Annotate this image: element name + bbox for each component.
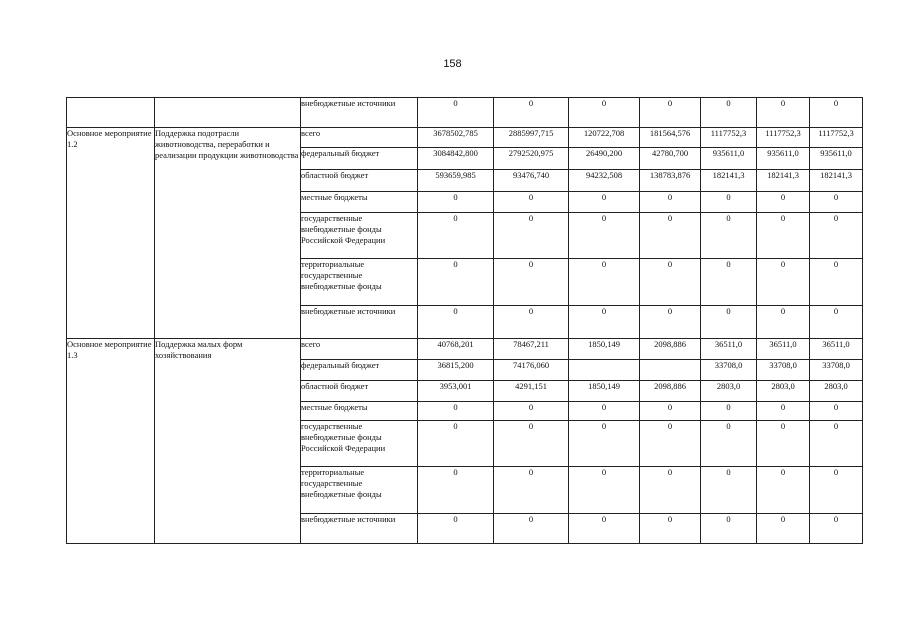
table-row <box>67 339 863 360</box>
source-cell: всего <box>301 339 418 360</box>
value-cell: 0 <box>640 514 701 544</box>
page-number: 158 <box>443 58 462 70</box>
value-cell: 0 <box>569 213 640 259</box>
value-cell: 0 <box>810 306 863 339</box>
value-cell: 0 <box>640 467 701 514</box>
value-cell: 0 <box>810 213 863 259</box>
value-cell: 0 <box>757 98 810 128</box>
value-cell: 0 <box>640 98 701 128</box>
name-cell: Поддержка малых форм хозяйствования <box>155 339 301 544</box>
value-cell: 0 <box>640 259 701 306</box>
value-cell: 0 <box>640 192 701 213</box>
value-cell: 0 <box>494 259 569 306</box>
value-cell: 0 <box>701 192 757 213</box>
value-cell: 0 <box>757 402 810 421</box>
value-cell: 2803,0 <box>810 381 863 402</box>
value-cell: 33708,0 <box>701 360 757 381</box>
value-cell: 0 <box>701 467 757 514</box>
value-cell: 0 <box>757 192 810 213</box>
value-cell: 0 <box>494 98 569 128</box>
value-cell: 0 <box>569 306 640 339</box>
value-cell: 0 <box>810 192 863 213</box>
value-cell: 0 <box>418 213 494 259</box>
value-cell: 0 <box>757 421 810 467</box>
value-cell: 0 <box>418 192 494 213</box>
source-cell: всего <box>301 128 418 148</box>
value-cell: 0 <box>418 421 494 467</box>
value-cell: 0 <box>494 421 569 467</box>
value-cell: 1117752,3 <box>757 128 810 148</box>
value-cell: 0 <box>701 259 757 306</box>
value-cell: 935611,0 <box>757 148 810 170</box>
source-cell: областной бюджет <box>301 170 418 192</box>
value-cell: 36511,0 <box>701 339 757 360</box>
value-cell: 0 <box>569 421 640 467</box>
value-cell: 0 <box>640 421 701 467</box>
value-cell: 36511,0 <box>757 339 810 360</box>
value-cell: 0 <box>569 259 640 306</box>
value-cell: 182141,3 <box>757 170 810 192</box>
value-cell: 0 <box>569 192 640 213</box>
source-cell: государственные внебюджетные фонды Российской Федерации <box>301 213 418 259</box>
value-cell: 0 <box>569 467 640 514</box>
value-cell: 33708,0 <box>757 360 810 381</box>
value-cell: 0 <box>569 514 640 544</box>
value-cell: 0 <box>640 213 701 259</box>
value-cell: 4291,151 <box>494 381 569 402</box>
value-cell: 2803,0 <box>701 381 757 402</box>
value-cell: 0 <box>640 402 701 421</box>
source-cell: территориальные государственные внебюджетные фонды <box>301 467 418 514</box>
value-cell: 2098,886 <box>640 381 701 402</box>
value-cell: 0 <box>494 306 569 339</box>
event-cell: Основное мероприятие 1.3 <box>67 339 155 544</box>
value-cell: 0 <box>418 402 494 421</box>
value-cell: 74176,060 <box>494 360 569 381</box>
value-cell: 0 <box>418 514 494 544</box>
event-cell <box>67 98 155 128</box>
value-cell: 0 <box>494 213 569 259</box>
value-cell: 0 <box>757 306 810 339</box>
value-cell: 0 <box>569 402 640 421</box>
value-cell: 1117752,3 <box>701 128 757 148</box>
value-cell: 0 <box>418 306 494 339</box>
value-cell: 935611,0 <box>701 148 757 170</box>
value-cell: 2803,0 <box>757 381 810 402</box>
value-cell: 36815,200 <box>418 360 494 381</box>
value-cell: 0 <box>810 98 863 128</box>
value-cell: 0 <box>701 213 757 259</box>
value-cell: 94232,508 <box>569 170 640 192</box>
value-cell: 0 <box>757 467 810 514</box>
value-cell: 0 <box>494 514 569 544</box>
value-cell: 0 <box>418 98 494 128</box>
value-cell <box>640 360 701 381</box>
value-cell: 0 <box>757 259 810 306</box>
value-cell: 0 <box>757 514 810 544</box>
value-cell: 78467,211 <box>494 339 569 360</box>
value-cell: 2885997,715 <box>494 128 569 148</box>
value-cell: 0 <box>810 467 863 514</box>
value-cell: 0 <box>494 467 569 514</box>
value-cell: 40768,201 <box>418 339 494 360</box>
source-cell: внебюджетные источники <box>301 514 418 544</box>
event-cell: Основное мероприятие 1.2 <box>67 128 155 339</box>
value-cell: 26490,200 <box>569 148 640 170</box>
source-cell: государственные внебюджетные фонды Российской Федерации <box>301 421 418 467</box>
value-cell: 182141,3 <box>701 170 757 192</box>
name-cell <box>155 98 301 128</box>
value-cell: 33708,0 <box>810 360 863 381</box>
value-cell: 0 <box>757 213 810 259</box>
source-cell: внебюджетные источники <box>301 306 418 339</box>
value-cell: 593659,985 <box>418 170 494 192</box>
value-cell: 0 <box>418 259 494 306</box>
value-cell: 0 <box>810 402 863 421</box>
value-cell: 1850,149 <box>569 339 640 360</box>
value-cell: 0 <box>640 306 701 339</box>
value-cell: 3678502,785 <box>418 128 494 148</box>
value-cell: 181564,576 <box>640 128 701 148</box>
source-cell: местные бюджеты <box>301 192 418 213</box>
value-cell: 3084842,800 <box>418 148 494 170</box>
table-row <box>67 98 863 128</box>
source-cell: федеральный бюджет <box>301 360 418 381</box>
value-cell: 935611,0 <box>810 148 863 170</box>
value-cell: 3953,001 <box>418 381 494 402</box>
source-cell: территориальные государственные внебюджетные фонды <box>301 259 418 306</box>
value-cell: 1117752,3 <box>810 128 863 148</box>
value-cell: 0 <box>701 514 757 544</box>
value-cell: 0 <box>701 421 757 467</box>
value-cell: 0 <box>569 98 640 128</box>
value-cell: 93476,740 <box>494 170 569 192</box>
source-cell: внебюджетные источники <box>301 98 418 128</box>
value-cell: 0 <box>810 259 863 306</box>
value-cell: 0 <box>494 192 569 213</box>
source-cell: местные бюджеты <box>301 402 418 421</box>
source-cell: областной бюджет <box>301 381 418 402</box>
value-cell: 0 <box>810 514 863 544</box>
value-cell: 0 <box>418 467 494 514</box>
table-row <box>67 128 863 148</box>
name-cell: Поддержка подотрасли животноводства, переработки и реализации продукции животноводства <box>155 128 301 339</box>
value-cell: 0 <box>494 402 569 421</box>
source-cell: федеральный бюджет <box>301 148 418 170</box>
value-cell: 2098,886 <box>640 339 701 360</box>
value-cell: 182141,3 <box>810 170 863 192</box>
value-cell <box>569 360 640 381</box>
value-cell: 138783,876 <box>640 170 701 192</box>
value-cell: 0 <box>810 421 863 467</box>
value-cell: 120722,708 <box>569 128 640 148</box>
value-cell: 42780,700 <box>640 148 701 170</box>
value-cell: 36511,0 <box>810 339 863 360</box>
value-cell: 2792520,975 <box>494 148 569 170</box>
value-cell: 0 <box>701 306 757 339</box>
value-cell: 0 <box>701 98 757 128</box>
budget-table <box>66 97 863 544</box>
value-cell: 1850,149 <box>569 381 640 402</box>
value-cell: 0 <box>701 402 757 421</box>
